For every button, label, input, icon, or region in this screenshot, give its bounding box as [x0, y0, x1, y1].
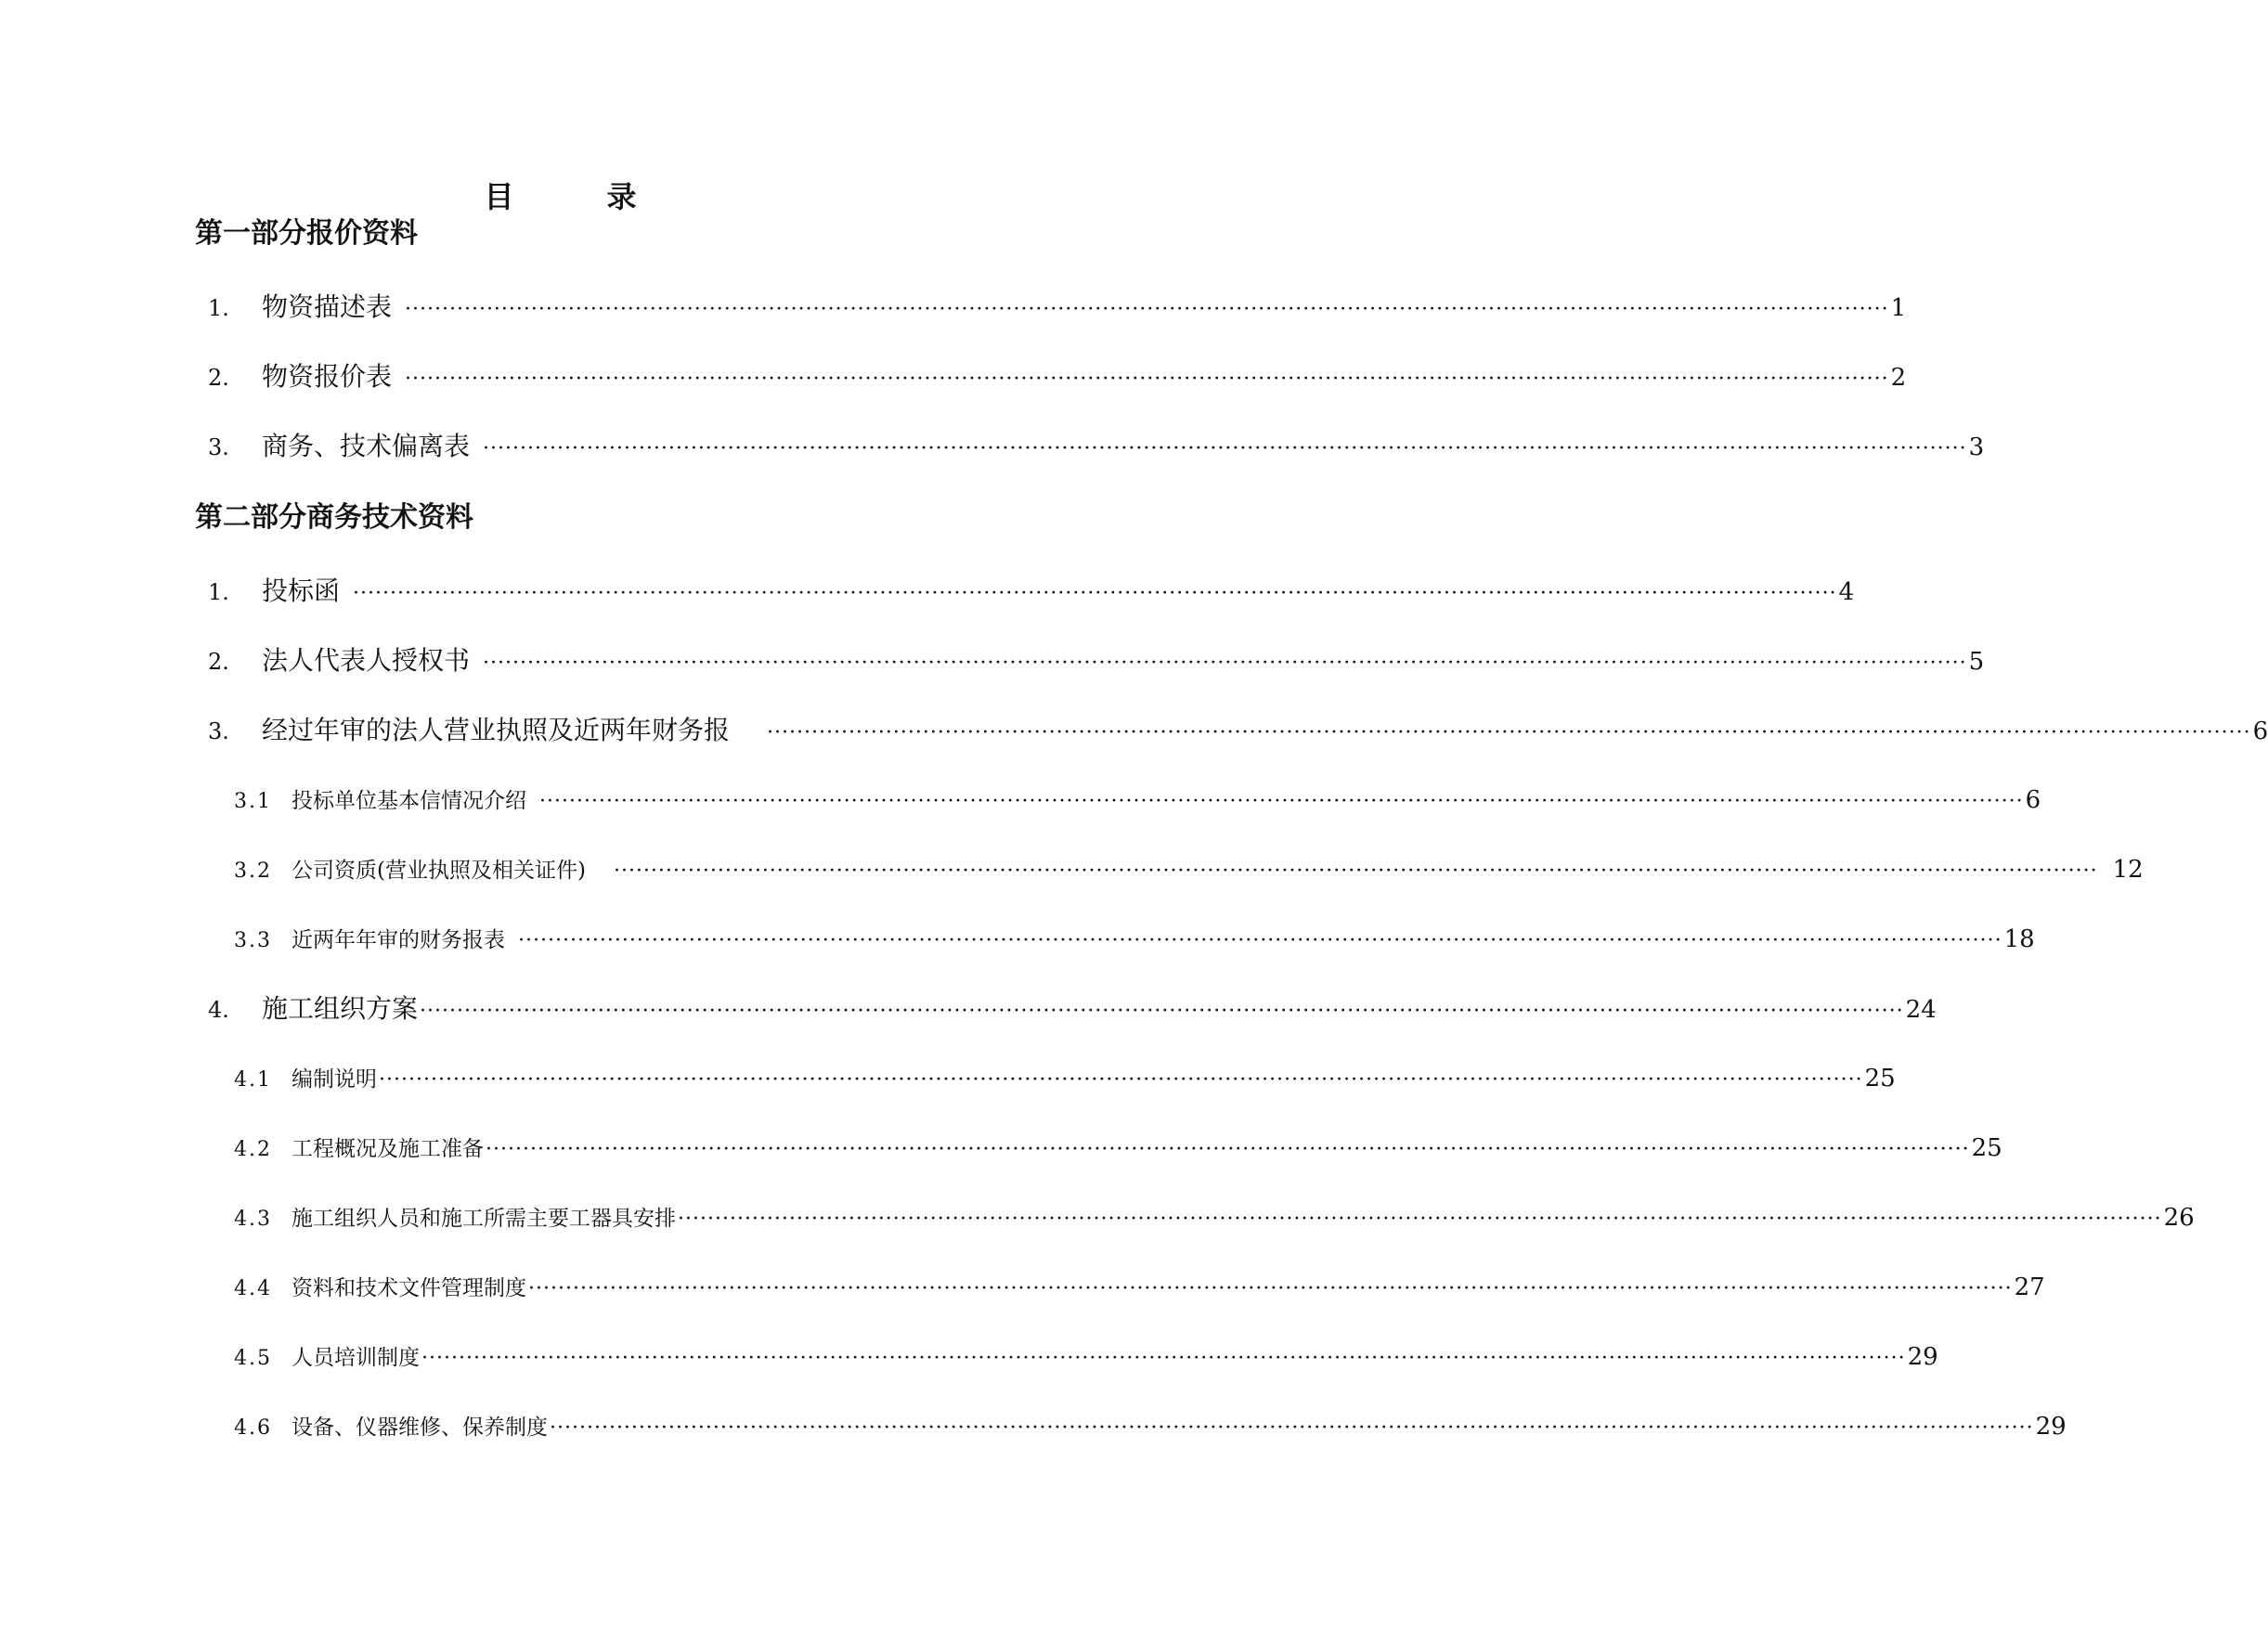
toc-entry-number: 4.3	[234, 1208, 272, 1231]
toc-dot-leader: ········································································································································································································	[405, 368, 1889, 391]
toc-entry[interactable]	[234, 1199, 2195, 1238]
toc-entry[interactable]	[208, 642, 1985, 682]
toc-entry-label: 商务、技术偏离表	[262, 431, 471, 461]
toc-entry-label: 经过年审的法人营业执照及近两年财务报	[262, 715, 731, 745]
toc-entry-label: 施工组织方案	[262, 993, 419, 1024]
toc-entry-number: 4.5	[234, 1347, 272, 1370]
toc-entry-label: 工程概况及施工准备	[292, 1137, 484, 1161]
toc-entry[interactable]	[234, 1338, 1938, 1377]
toc-dot-leader: ········································································································································································································	[678, 1208, 2162, 1231]
toc-dot-leader: ········································································································································································································	[613, 860, 2098, 883]
toc-entry[interactable]	[208, 358, 1907, 398]
toc-entry-page: 12	[2112, 856, 2144, 884]
toc-entry-label: 人员培训制度	[292, 1346, 420, 1370]
toc-entry-page: 29	[2035, 1413, 2067, 1441]
toc-entry[interactable]	[234, 1408, 2067, 1447]
toc-entry-label: 设备、仪器维修、保养制度	[292, 1416, 548, 1440]
toc-entry-number: 2.	[208, 365, 229, 391]
toc-dot-leader: ········································································································································································································	[421, 1347, 1906, 1370]
toc-entry-page: 25	[1971, 1134, 2002, 1162]
toc-entry-page: 27	[2014, 1273, 2045, 1301]
toc-entry-number: 4.4	[234, 1277, 272, 1300]
toc-dot-leader: ········································································································································································································	[528, 1277, 2013, 1300]
toc-entry-page: 1	[1890, 294, 1907, 322]
toc-entry[interactable]	[208, 289, 1907, 329]
toc-entry-number: 3.2	[234, 860, 272, 883]
toc-entry[interactable]	[208, 990, 1937, 1030]
toc-entry-page: 5	[1968, 648, 1985, 676]
toc-dot-leader: ········································································································································································································	[353, 582, 1837, 605]
toc-dot-leader: ········································································································································································································	[518, 929, 2002, 952]
toc-entry-label: 公司资质(营业执照及相关证件)	[292, 859, 586, 883]
toc-entry-number: 3.	[208, 434, 229, 460]
toc-entry-page: 6	[2252, 718, 2268, 745]
toc-entry-page: 18	[2003, 925, 2035, 953]
toc-entry-page: 3	[1968, 433, 1985, 461]
toc-entry-label: 法人代表人授权书	[262, 645, 471, 676]
toc-entry[interactable]	[234, 782, 2041, 821]
toc-dot-leader: ········································································································································································································	[767, 721, 2251, 744]
section-heading-part-2: 第二部分商务技术资料	[195, 501, 473, 534]
toc-entry-number: 2.	[208, 649, 229, 675]
toc-title: 目 录	[484, 179, 668, 214]
toc-entry[interactable]	[234, 1060, 1896, 1099]
toc-entry-page: 24	[1905, 996, 1937, 1024]
toc-entry-label: 编制说明	[292, 1067, 377, 1092]
toc-entry[interactable]	[208, 573, 1855, 613]
toc-entry-number: 3.3	[234, 929, 272, 952]
toc-entry-label: 物资描述表	[262, 291, 393, 322]
toc-entry-number: 1.	[208, 579, 229, 605]
toc-entry-number: 4.6	[234, 1416, 272, 1440]
toc-dot-leader: ········································································································································································································	[550, 1416, 2034, 1440]
toc-entry-label: 施工组织人员和施工所需主要工器具安排	[292, 1207, 676, 1231]
section-heading-part-1: 第一部分报价资料	[195, 217, 418, 250]
toc-dot-leader: ········································································································································································································	[379, 1068, 1863, 1092]
toc-entry[interactable]	[234, 1269, 2045, 1308]
toc-entry[interactable]	[234, 1130, 2002, 1169]
toc-entry-number: 1.	[208, 295, 229, 321]
toc-entry-label: 投标函	[262, 575, 341, 606]
toc-dot-leader: ········································································································································································································	[486, 1138, 1970, 1161]
toc-entry-label: 投标单位基本信情况介绍	[292, 789, 526, 813]
toc-entry-number: 3.1	[234, 790, 272, 813]
toc-entry-page: 4	[1838, 578, 1855, 606]
toc-entry-page: 25	[1864, 1065, 1896, 1092]
toc-entry-number: 4.1	[234, 1068, 272, 1092]
toc-entry[interactable]	[208, 428, 1985, 468]
toc-entry-number: 4.	[208, 997, 229, 1023]
toc-dot-leader: ········································································································································································································	[483, 652, 1967, 675]
toc-entry-page: 29	[1907, 1343, 1938, 1371]
toc-dot-leader: ········································································································································································································	[483, 437, 1967, 460]
toc-entry-label: 资料和技术文件管理制度	[292, 1276, 526, 1300]
toc-dot-leader: ········································································································································································································	[539, 790, 2024, 813]
toc-entry-number: 4.2	[234, 1138, 272, 1161]
toc-entry-label: 近两年年审的财务报表	[292, 928, 505, 952]
toc-entry-label: 物资报价表	[262, 361, 393, 392]
toc-entry-page: 26	[2163, 1204, 2195, 1232]
toc-entry[interactable]	[234, 851, 2144, 890]
toc-entry-number: 3.	[208, 718, 229, 744]
toc-entry[interactable]	[234, 921, 2035, 960]
toc-entry-page: 6	[2025, 786, 2041, 814]
toc-dot-leader: ········································································································································································································	[420, 1000, 1904, 1023]
toc-entry-page: 2	[1890, 364, 1907, 392]
toc-dot-leader: ········································································································································································································	[405, 298, 1889, 321]
toc-entry[interactable]	[208, 712, 2268, 752]
